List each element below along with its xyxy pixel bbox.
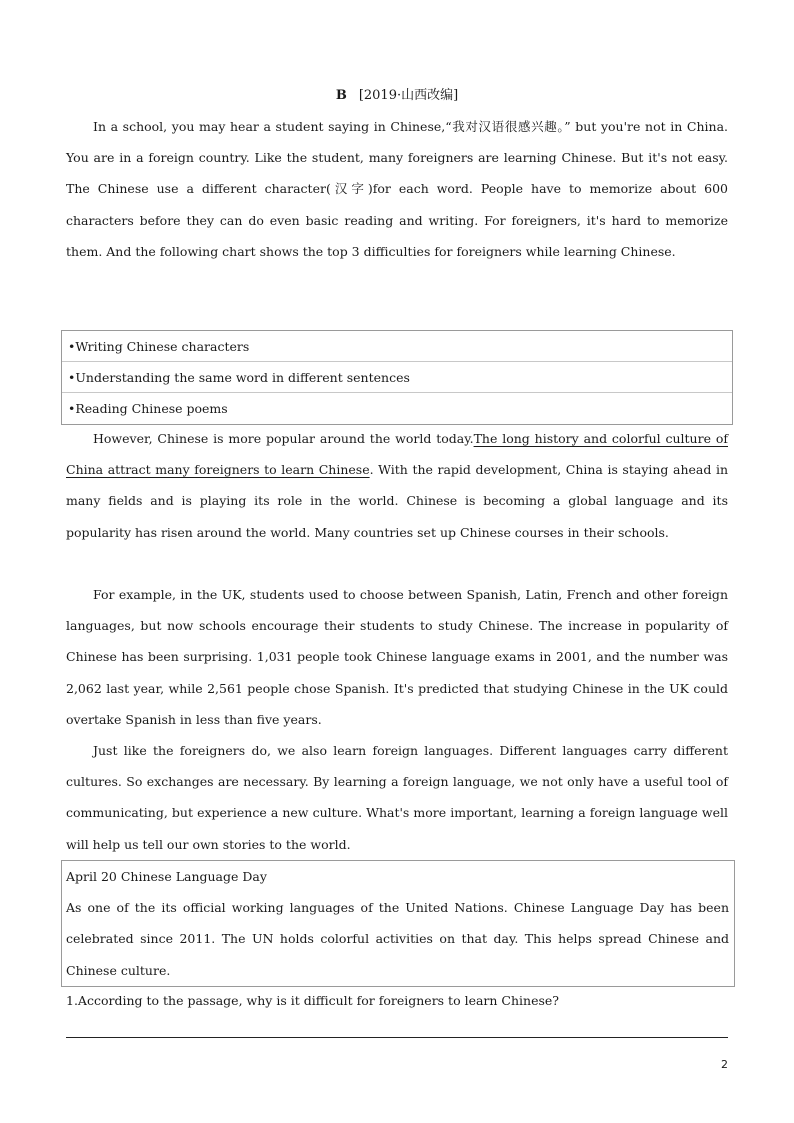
language-day-note [61,860,735,987]
paragraph-popularity [66,423,728,548]
note-title: April 20 Chinese Language Day [66,869,267,884]
difficulty-item: •Reading Chinese poems [68,401,228,416]
paragraph-popularity-lead: However, Chinese is more popular around the world today. [93,431,474,446]
question-1: 1.According to the passage, why is it difficult for foreigners to learn Chinese? [66,993,559,1008]
answer-line[interactable] [66,1037,728,1038]
paragraph-popularity-rest: . With the rapid development, China is staying ahead in many fields and is playing its role in the world. Chinese is becoming a global language and its popularity has risen around the world. Many countries set up Chinese courses in their schools. [66,462,728,540]
section-heading [0,86,794,106]
note-body: As one of the its official working languages of the United Nations. Chinese Language Day has been celebrated since 2011. The UN holds colorful activities on that day. This helps spread Chinese and Chinese culture. [66,900,729,978]
section-label: B [335,88,347,103]
paragraph-uk-example: For example, in the UK, students used to choose between Spanish, Latin, French and other foreign languages, but now schools encourage their students to study Chinese. The increase in popularity of Chinese has been surprising. 1,031 people took Chinese language exams in 2001, and the number was 2,062 last year, while 2,561 people chose Spanish. It's predicted that studying Chinese in the UK could overtake Spanish in less than five years. [66,587,728,727]
underlined-sentence: The long history and colorful culture of China attract many foreigners to learn Chinese [66,431,728,478]
paragraph-foreign-languages: Just like the foreigners do, we also learn foreign languages. Different languages carry different cultures. So exchanges are necessary. By learning a foreign language, we not only have a useful tool of communicating, but experience a new culture. What's more important, learning a foreign language well will help us tell our own stories to the world. [66,743,728,852]
paragraph-intro: In a school, you may hear a student saying in Chinese,“我对汉语很感兴趣。” but you're not in China. You are in a foreign country. Like the student, many foreigners are learning Chinese. But it's not easy. The Chinese use a different character(汉字)for each word. People have to memorize about 600 characters before they can do even basic reading and writing. For foreigners, it's hard to memorize them. And the following chart shows the top 3 difficulties for foreigners while learning Chinese. [66,119,728,259]
difficulty-item: •Understanding the same word in different sentences [62,362,732,393]
page-number: 2 [721,1058,728,1071]
difficulty-item: •Writing Chinese characters [62,331,732,362]
section-source: [2019·山西改编] [358,88,459,103]
difficulties-chart [61,330,733,425]
